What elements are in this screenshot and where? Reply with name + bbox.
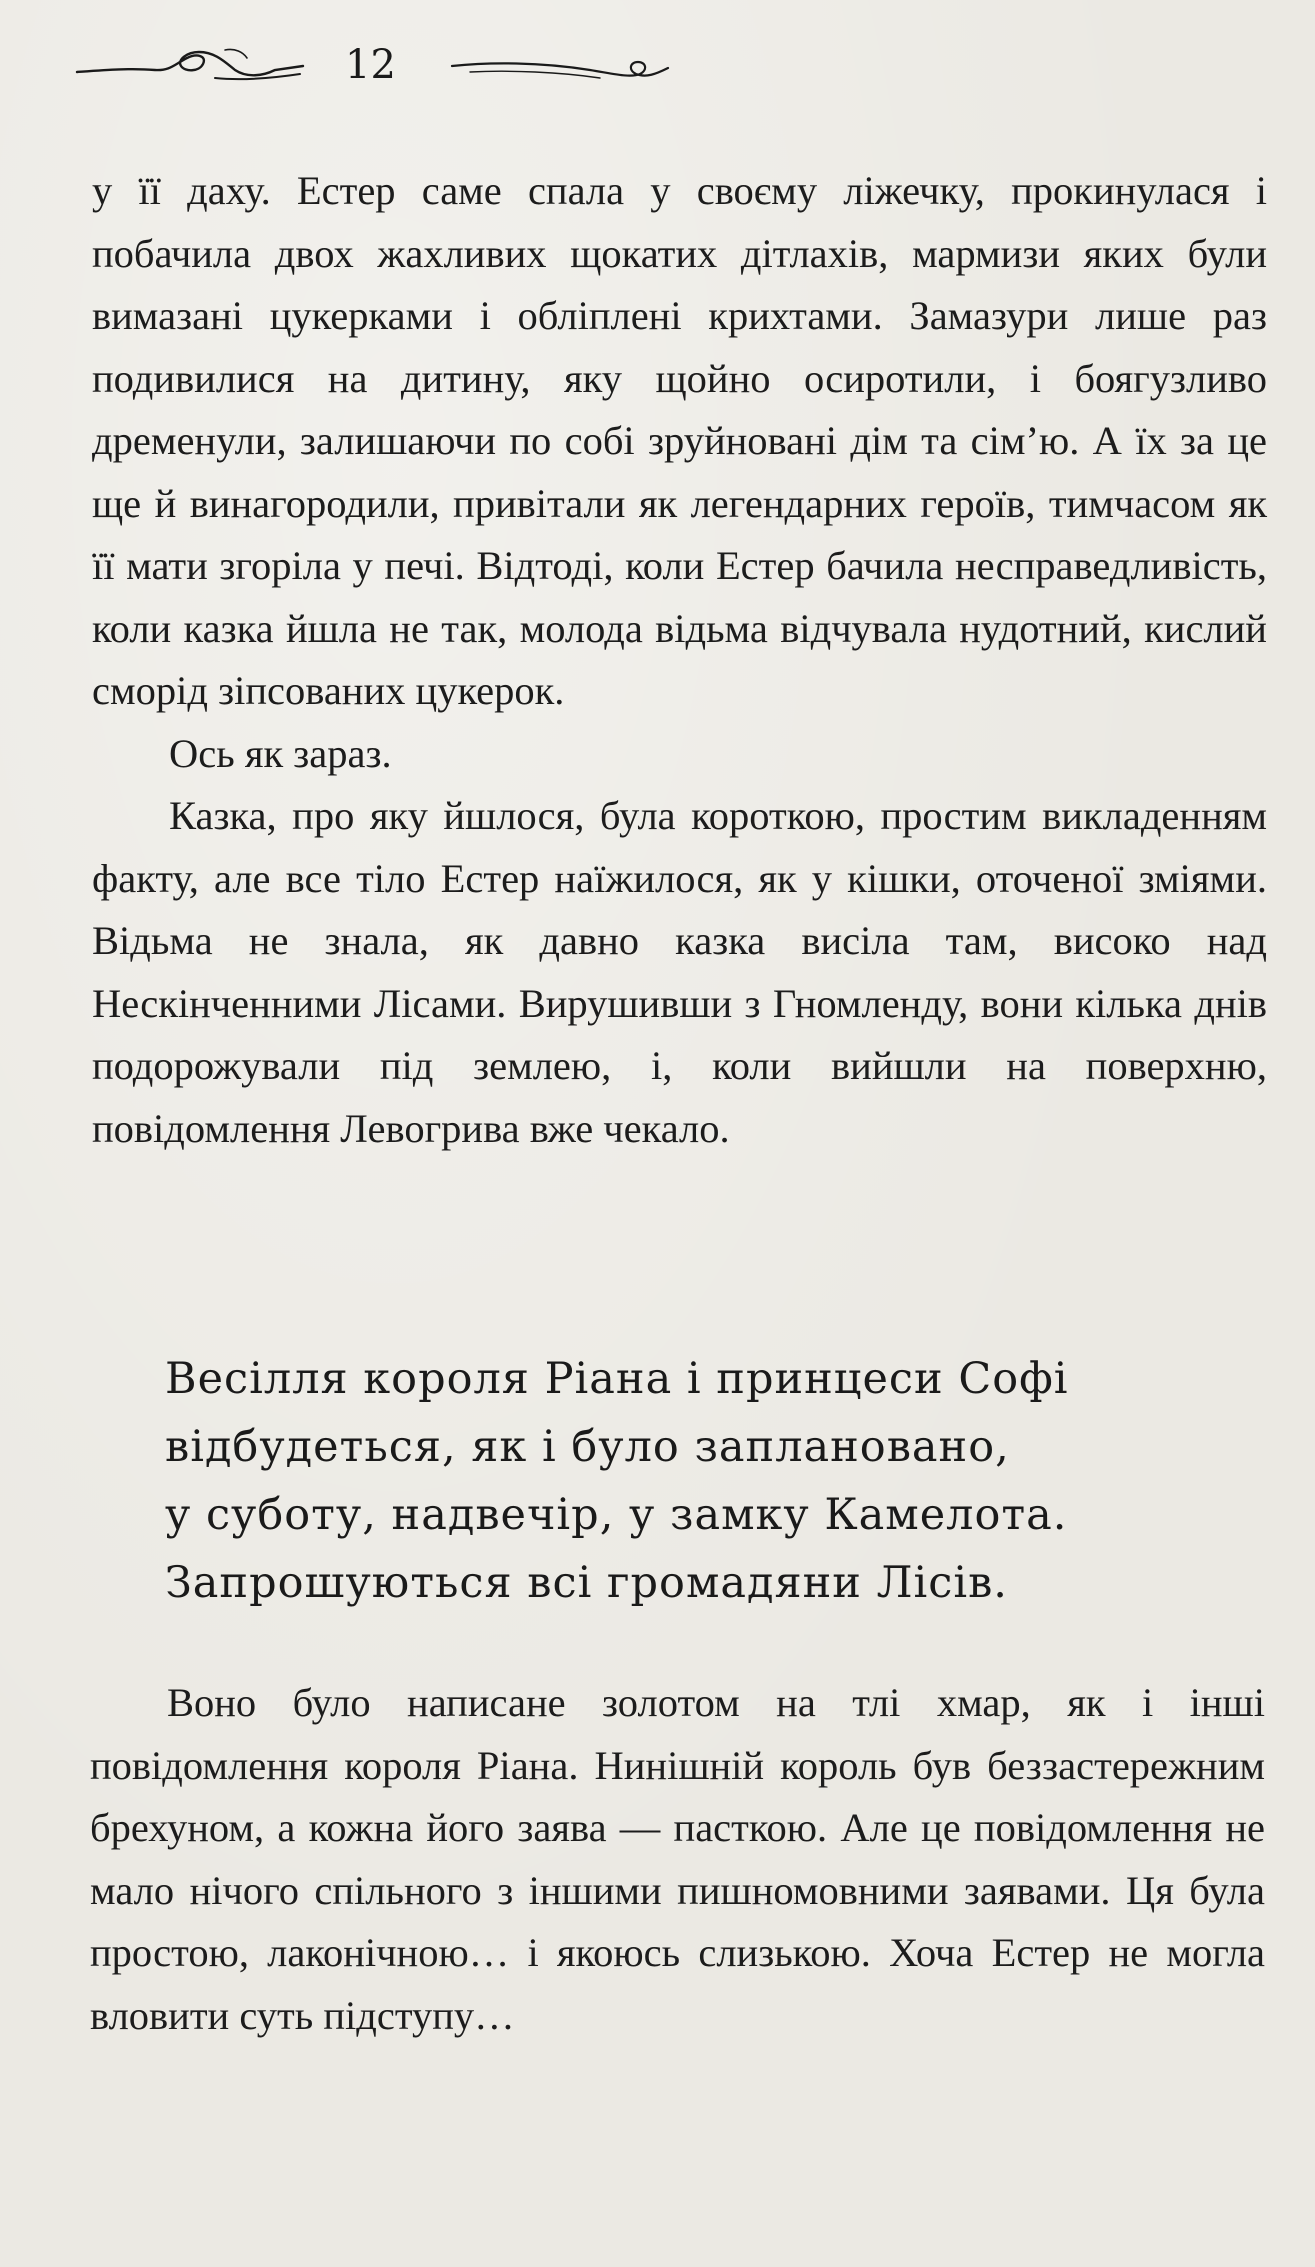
announcement-line-3: у суботу, надвечір, у замку Камелота. xyxy=(165,1490,1068,1540)
paragraph-4: Воно було написане золотом на тлі хмар, як і інші повідомлення короля Ріана. Нинішній король був беззастережним брехуном, а кожна його заява — пасткою. Але це повідомлення не мало нічого спільного з іншими пишномовними заявами. Ця була простою, лаконічною… і якоюсь слизькою. Хоча Естер не могла вловити суть підступу… xyxy=(90,1680,1265,2038)
page-header xyxy=(0,30,1315,100)
paragraph-1: у її даху. Естер саме спала у своєму ліжечку, прокинулася і побачила двох жахливих щокатих дітлахів, мармизи яких були вимазані цукерками і обліплені крихтами. Замазури лише раз подивилися на дитину, яку щойно осиротили, і боягузливо дременули, залишаючи по собі зруйновані дім та сім’ю. А їх за це ще й винагородили, привітали як легендарних героїв, тимчасом як її мати згоріла у печі. Відтоді, коли Естер бачила несправедливість, коли казка йшла не так, молода відьма відчувала нудотний, кислий сморід зіпсованих цукерок. xyxy=(92,168,1267,713)
main-text-top xyxy=(92,160,1267,1160)
announcement-line-4: Запрошуються всі громадяни Лісів. xyxy=(165,1558,1008,1608)
cloud-announcement xyxy=(165,1345,1265,1617)
page-number: 12 xyxy=(345,42,396,88)
paragraph-2: Ось як зараз. xyxy=(169,730,392,776)
flourish-right-icon xyxy=(450,50,670,86)
main-text-bottom xyxy=(90,1672,1265,2047)
announcement-line-2: відбудеться, як і було заплановано, xyxy=(165,1422,1010,1472)
flourish-left-icon xyxy=(75,42,305,88)
announcement-line-1: Весілля короля Ріана і принцеси Софі xyxy=(165,1354,1069,1404)
paragraph-3: Казка, про яку йшлося, була короткою, простим викладенням факту, але все тіло Естер наїжилося, як у кішки, оточеної зміями. Відьма не знала, як давно казка висіла там, високо над Нескінченними Лісами. Вирушивши з Гномленду, вони кілька днів подорожували під землею, і, коли вийшли на поверхню, повідомлення Левогрива вже чекало. xyxy=(92,793,1267,1151)
